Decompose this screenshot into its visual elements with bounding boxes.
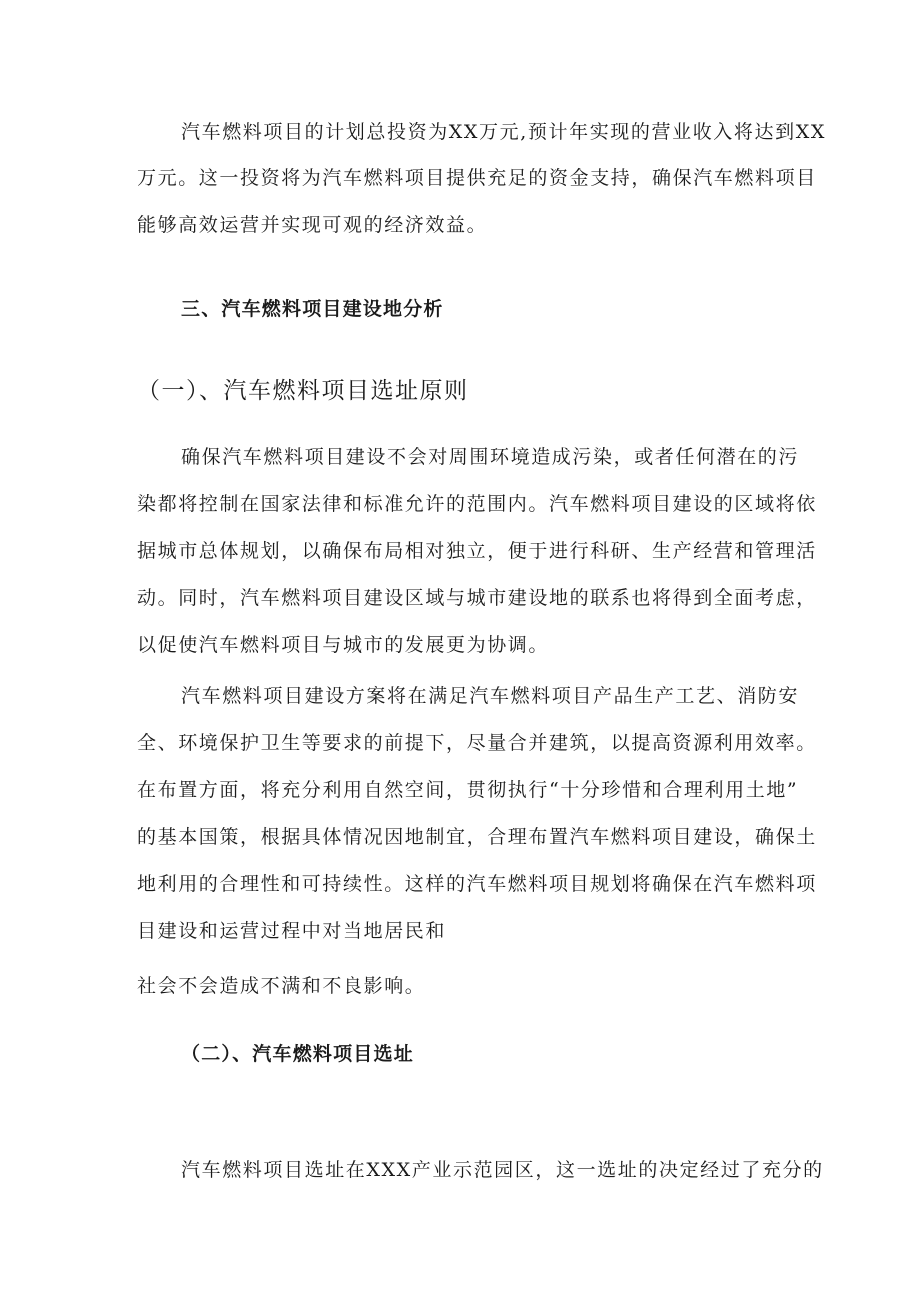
paragraph-3-line-7: 社会不会造成不满和不良影响。 [137,975,426,997]
section-3-heading: 三、汽车燃料项目建设地分析 [181,298,444,320]
paragraph-4-line-1: 汽车燃料项目选址在XXX产业示范园区，这一选址的决定经过了充分的 [181,1159,824,1181]
paragraph-2-line-4: 动。同时，汽车燃料项目建设区域与城市建设地的联系也将得到全面考虑， [137,587,817,609]
paragraph-3-line-1: 汽车燃料项目建设方案将在满足汽车燃料项目产品生产工艺、消防安 [181,685,800,707]
paragraph-3-line-2: 全、环境保护卫生等要求的前提下，尽量合并建筑，以提高资源利用效率。 [137,732,817,754]
paragraph-3-line-3: 在布置方面，将充分利用自然空间，贯彻执行“十分珍惜和合理利用土地” [137,779,799,801]
paragraph-1-line-3: 能够高效运营并实现可观的经济效益。 [137,214,488,236]
subsection-2-heading: （二）、汽车燃料项目选址 [181,1043,414,1065]
paragraph-1-line-1: 汽车燃料项目的计划总投资为XX万元,预计年实现的营业收入将达到XX [181,121,826,143]
paragraph-3-line-6: 目建设和运营过程中对当地居民和 [137,920,447,942]
paragraph-1-line-2: 万元。这一投资将为汽车燃料项目提供充足的资金支持，确保汽车燃料项目 [137,167,817,189]
paragraph-2-line-2: 染都将控制在国家法律和标准允许的范围内。汽车燃料项目建设的区域将依 [137,493,817,515]
paragraph-3-line-5: 地利用的合理性和可持续性。这样的汽车燃料项目规划将确保在汽车燃料项 [137,873,817,895]
paragraph-2-line-5: 以促使汽车燃料项目与城市的发展更为协调。 [137,634,550,656]
subsection-1-heading: （一）、汽车燃料项目选址原则 [137,378,469,404]
paragraph-2-line-1: 确保汽车燃料项目建设不会对周围环境造成污染，或者任何潜在的污 [181,446,800,468]
paragraph-3-line-4: 的基本国策，根据具体情况因地制宜，合理布置汽车燃料项目建设，确保土 [137,826,817,848]
paragraph-2-line-3: 据城市总体规划，以确保布局相对独立，便于进行科研、生产经营和管理活 [137,540,817,562]
